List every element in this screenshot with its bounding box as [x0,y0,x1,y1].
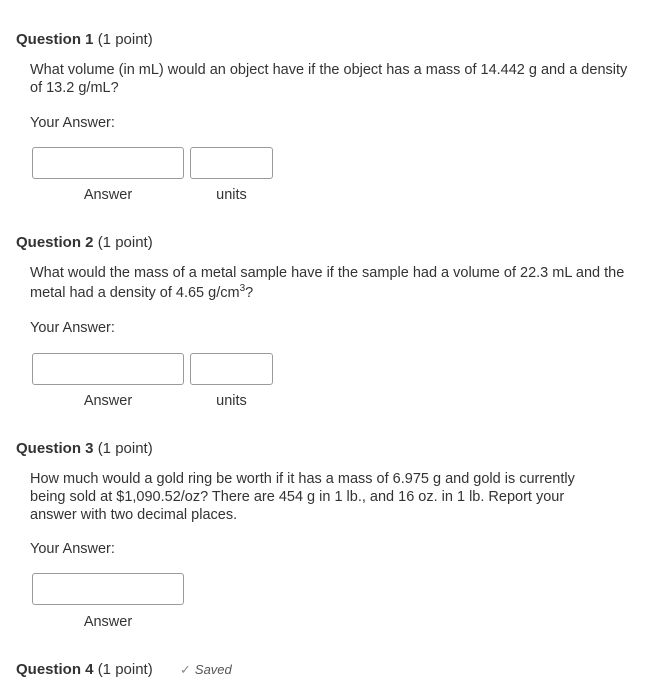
question-3-title [16,440,153,458]
answer-input[interactable] [32,573,184,605]
your-answer-label: Your Answer: [30,541,115,557]
question-points: (1 point) [97,661,153,678]
question-1-text: What volume (in mL) would an object have if the object has a mass of 14.442 g and a density of 13.2 g/mL? [30,62,628,96]
superscript: 3 [239,283,246,295]
answer-label: Answer [83,614,133,630]
question-text: What would the mass of a metal sample have if the sample had a volume of 22.3 mL and the metal had a density of 4.65 g/cm [30,265,625,301]
question-number: Question 1 [16,31,94,48]
question-4-title [16,661,153,679]
saved-label: Saved [194,662,232,677]
answer-input[interactable] [32,353,184,385]
answer-label: Answer [83,393,133,409]
question-points: (1 point) [97,31,153,48]
your-answer-label: Your Answer: [30,115,115,131]
question-number: Question 2 [16,234,94,251]
question-number: Question 3 [16,440,94,457]
question-2-title [16,234,153,252]
check-icon: ✓ [180,662,191,677]
question-2-text [30,263,630,303]
question-1-title [16,31,153,49]
question-number: Question 4 [16,661,94,678]
question-points: (1 point) [97,234,153,251]
answer-label: Answer [83,187,133,203]
units-input[interactable] [190,147,273,179]
units-label: units [216,187,247,203]
question-points: (1 point) [97,440,153,457]
question-3-text: How much would a gold ring be worth if it has a mass of 6.975 g and gold is currently being sold at $1,090.52/oz? There are 454 g in 1 lb., and 16 oz. in 1 lb. Report your answer with two decimal places. [30,471,575,523]
units-input[interactable] [190,353,273,385]
your-answer-label: Your Answer: [30,320,115,336]
question-text-end: ? [245,285,254,301]
units-label: units [216,393,247,409]
answer-input[interactable] [32,147,184,179]
